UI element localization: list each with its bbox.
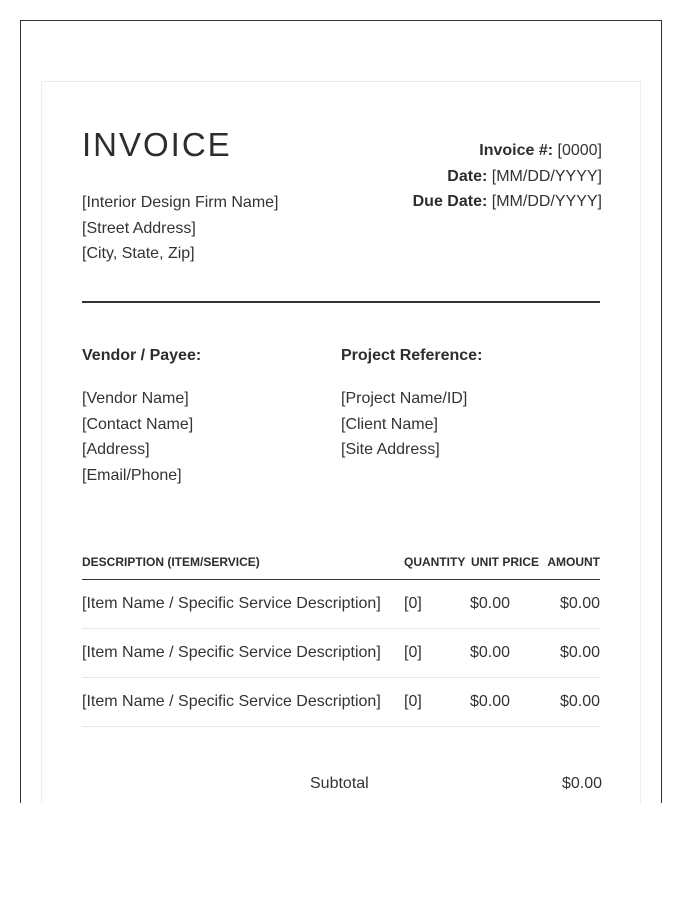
table-row <box>82 580 600 629</box>
table-row <box>82 629 600 678</box>
vendor-email-phone: [Email/Phone] <box>82 466 182 484</box>
row-amount: $0.00 <box>559 644 600 661</box>
header-unit-price: UNIT PRICE <box>471 555 540 569</box>
vendor-details <box>82 386 193 488</box>
header-description: DESCRIPTION (ITEM/SERVICE) <box>82 555 260 569</box>
row-amount: $0.00 <box>559 595 600 612</box>
row-unit-price: $0.00 <box>470 693 511 710</box>
due-date-label: Due Date: <box>412 193 488 210</box>
invoice-number-line <box>413 138 602 164</box>
invoice-title: INVOICE <box>82 126 232 163</box>
project-name: [Project Name/ID] <box>341 390 468 407</box>
table-header <box>82 548 600 580</box>
project-heading: Project Reference: <box>341 347 483 364</box>
vendor-contact: [Contact Name] <box>82 415 194 433</box>
invoice-number-label: Invoice #: <box>479 142 554 159</box>
firm-street: [Street Address] <box>82 219 196 237</box>
row-quantity: [0] <box>404 595 422 612</box>
row-description: [Item Name / Specific Service Description] <box>82 693 381 710</box>
due-date-line <box>413 189 602 215</box>
row-quantity: [0] <box>404 693 422 710</box>
firm-name: [Interior Design Firm Name] <box>82 194 279 211</box>
row-quantity: [0] <box>404 644 422 661</box>
row-description: [Item Name / Specific Service Description] <box>82 595 381 612</box>
row-amount: $0.00 <box>559 693 600 710</box>
invoice-date-line <box>413 164 602 190</box>
invoice-date-value: [MM/DD/YYYY] <box>491 167 602 185</box>
line-items-table <box>82 548 600 727</box>
header-amount: AMOUNT <box>547 555 600 569</box>
row-unit-price: $0.00 <box>470 595 511 612</box>
invoice-date-label: Date: <box>447 167 488 185</box>
document-viewport <box>20 20 662 803</box>
table-row <box>82 678 600 727</box>
vendor-name: [Vendor Name] <box>82 390 189 407</box>
subtotal-value: $0.00 <box>561 775 602 792</box>
vendor-address: [Address] <box>82 441 150 458</box>
row-description: [Item Name / Specific Service Description] <box>82 644 381 661</box>
vendor-heading: Vendor / Payee: <box>82 347 202 364</box>
invoice-meta-block <box>413 138 602 215</box>
row-unit-price: $0.00 <box>470 644 511 661</box>
subtotal-label: Subtotal <box>310 775 369 792</box>
invoice-number-value: [0000] <box>557 142 602 159</box>
header-quantity: QUANTITY <box>404 555 466 569</box>
due-date-value: [MM/DD/YYYY] <box>491 193 602 210</box>
header-divider <box>82 301 600 303</box>
project-client: [Client Name] <box>341 415 438 433</box>
project-site-address: [Site Address] <box>341 441 440 458</box>
firm-address-block <box>82 190 279 267</box>
project-details <box>341 386 467 463</box>
invoice-sheet <box>41 81 641 803</box>
firm-city: [City, State, Zip] <box>82 245 195 262</box>
